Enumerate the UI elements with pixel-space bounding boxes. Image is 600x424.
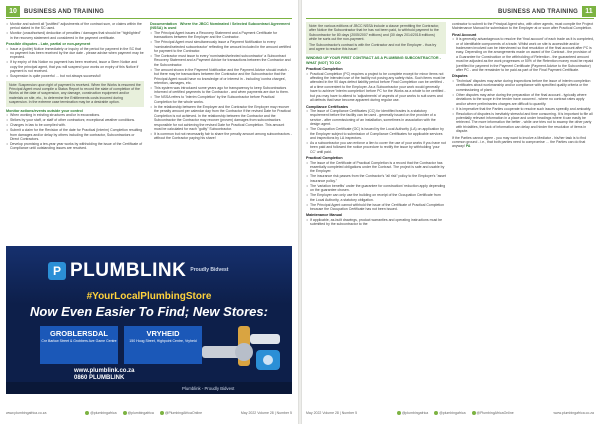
list-item: • Monitor and submit all "justified" adjustments of the contract sum, or claims within the period stated in the SC used. <box>6 22 144 31</box>
list-item: • Changes in law to be complied with. <box>6 123 144 127</box>
list-item: • If applicable, as-built drawings, product warranties and operating instructions must be submitted by the subcontractor to the <box>306 218 446 227</box>
list-item: • Suspension is quite powerful … but not always successful! <box>6 74 144 78</box>
section-title: BUSINESS AND TRAINING <box>498 8 578 15</box>
store-address: Cnr Barlow Street & Grobbers Ave Game Centre <box>41 339 117 343</box>
social-handle[interactable]: @plumbingafrica <box>434 411 465 415</box>
left-page <box>0 0 298 424</box>
note-box <box>306 22 446 54</box>
list-item: • Other disputes may arise during the preparation of the final account - typically where deviations to the scope in the tender have occurred - where no contract rates apply and/or where preliminaries charges are difficult to quantify. <box>452 93 594 106</box>
twitter-icon <box>85 411 89 415</box>
section-heading: Possible disputes - Late, partial or non-payment <box>6 42 91 47</box>
advert-social-bar <box>6 382 292 394</box>
list-item: • The Employer can only use the building on receipt of the Occupation Certificate from the Local Authority, a statutory obligation. <box>306 193 446 202</box>
right-page <box>302 0 600 424</box>
right-footer <box>306 410 594 416</box>
closing-text: If the Parties cannot agree - you may want to involve a Mediator - his/her task is to find common ground - i.e., that both parties need to compromise … the Parties can do that anyway! <box>452 135 587 149</box>
list-item: • This system was introduced some years ago for transparency to keep Subcontractors informed of certified payments to the Contractor - and when payments are due to them. <box>150 86 292 95</box>
footer-issue: May 2022 Volume 28 | Number 5 <box>240 411 292 415</box>
store-vryheid <box>124 326 202 364</box>
instagram-icon <box>434 411 438 415</box>
list-item: • The Occupation Certificate (OC) is issued by the Local Authority (LA) on application by the Employer subject to submission of Compliance Certificates for applicable services and inspections by LA inspectors. <box>306 127 446 140</box>
list-item: • When working in existing structures and/or in excavations. <box>6 113 144 117</box>
footer-site[interactable]: www.plumbingafrica.co.za <box>6 411 47 415</box>
list-item: • The Principal Agent issues a Recovery Statement and a Payment Certificate for transactions between the Employer and the Contractor. <box>150 31 292 40</box>
note-text: Note: the various editions of JBCC NSSA include a clause permitting the Contractor, after Notice the Subcontractor that he has not been paid, to withhold payment to the Subcontractor for 80 days (2005/2007 editions) and (30 days 2014/2018 editions) while he sorts out the non-payment. <box>309 24 440 42</box>
plumblink-logo <box>48 260 228 282</box>
list-item: • The 'variation benefits' under the guarantee for construction/ reduction apply depending on the guarantee chosen. <box>306 184 446 193</box>
list-item: • In the relationship between the Employer and the Contractor the Employer may recover the penalty amount per calendar day from the Contractor if the revised Date for Practical Completion is not achieved. In the relationship between the Contractor and the Subcontractor the Contractor may recover (proven) damages from subcontractors responsible for not achieving the revised Date for Practical Completion. This amount must be calculated for each "guilty" Subcontractor. <box>150 105 292 131</box>
social-handle[interactable]: @plumbingafrica <box>397 411 428 415</box>
list-item: • Strikes by your staff, or staff of other contractors; exceptional weather conditions. <box>6 118 144 122</box>
brand-name: PLUMBLINK <box>70 260 187 281</box>
list-item: • It is generally advantageous to resolve the 'final account' of each trade as it is completed, or of identifiable components of a trade. Whilst work on site is accessible and/or tradesmen involved can be interviewed so that resolution of the final account after PC is easy. Depending on the arrangements made on award of the Contract - the provision of a Guarantee for Construction or the withholding of Retention - the guaranteed amount must be adjusted as the work progresses or 50% of the Retention money must be repaid (certified for payment in the Payment Certificate (Payment Advice to the Subcontractor) after PC - and the remainder to be paid as part of the Final Payment Certificate. <box>452 37 594 72</box>
paragraph: contractor to submit to the Principal Agent who, with other agents, must compile the Project Maintenance Manual for submission to the Employer at or soon after Practical Completion. <box>452 22 594 31</box>
sub-heading: Practical Completion <box>306 156 343 161</box>
footer-site[interactable]: www.plumbingafrica.co.za <box>553 411 594 415</box>
social-handle[interactable]: @plumbingafrica <box>123 411 154 415</box>
footer-social <box>85 411 202 415</box>
note-box: Note: Suspension upon right of payment is received. When the Works is resumed the Principal Agent must compile a Status Report to record the state of completion of the Works at the date of suspension, any damage, construction equipment and/or materials on site, etc., to determine the Entitlements costs incurred during suspension. In the extreme case termination may be a desirable option. <box>6 81 144 107</box>
plumblink-p-icon: P <box>48 262 66 280</box>
list-item: • Issue a (polite) Notice immediately or inquiry of the period for payment in the SC that no payment has been received by the due date - please advise when payment may be expected. <box>6 47 144 60</box>
list-item: • Submit a claim for the Revision of the date for Practical (Interim) Completion resulting from damages and/or delay by others including the contractor, Subcontractors or Direct Contractors. <box>6 128 144 141</box>
right-column-2 <box>452 22 594 150</box>
footer-social <box>397 411 514 415</box>
advert-social: Plumblink - Proudly Bidvest <box>182 385 235 391</box>
instagram-icon <box>123 411 127 415</box>
list-item: • It is imperative that the Parties cooperate to resolve such issues speedily and amicably. <box>452 107 594 111</box>
list-item: • It is common but not necessarily fair to share the penalty amount among subcontractors - without the Contractor paying his share! <box>150 132 292 141</box>
store-name: GROBLERSDAL <box>50 329 108 338</box>
store-groblersdal <box>40 326 118 364</box>
closing-paragraph <box>452 136 594 149</box>
footer-issue: May 2022 Volume 28 | Number 5 <box>306 411 358 415</box>
advert-headline: Now Even Easier To Find; New Stores: <box>30 304 268 319</box>
list-item: • As a subcontractor you can enforce a lien to cover the use of your works if you have not been paid and followed the notice procedure to rectify the issue by withholding 'your CC' until paid. <box>306 141 446 154</box>
sub-heading: Practical Completion <box>306 67 343 72</box>
facebook-icon <box>160 411 164 415</box>
end-mark: PA <box>465 144 471 149</box>
page-number: 10 <box>6 6 20 17</box>
list-item: • The amount shown in the Payment Notification and the Payment Advice should match - but there may be transactions between the Contractor and the Subcontractor that the Principal Agent would have no knowledge of or interest in - including 'contra charges', retention, damages, etc. <box>150 68 292 86</box>
plumblink-advert[interactable] <box>6 246 292 394</box>
left-column-2 <box>150 22 292 141</box>
list-item: • 'Technical' disputes may arise during inspections before the issue of interim completion certificates about workmanship and/or compliance with specified quality criteria or the commissioning of plant. <box>452 79 594 92</box>
store-address: 150 Hoog Street, Highpoint Centre, Vryheid <box>129 339 197 343</box>
list-item: • The issue of the Certificate of Practical Completion is a record that the Contractor has essentially completed obligations under the Contract. The project is safe and usable by the Employer. <box>306 161 446 174</box>
list-item: • The Principal Agent must simultaneously issue a Payment Notification to every 'nominated/selected subcontractor' reflecting the amount included in the amount certified for payment to the Contractor. <box>150 40 292 53</box>
sub-heading: Disputes <box>452 74 468 79</box>
section-title: BUSINESS AND TRAINING <box>24 8 104 15</box>
page-number: 11 <box>582 6 596 17</box>
sub-heading: Final Account <box>452 32 477 37</box>
advert-phone: 0860 PLUMBLINK <box>74 374 125 381</box>
list-item: • If by expiry of this Notice no payment has been received, issue a Stern Notice and copy the principal agent, that you will suspend your works on expiry of this Notice if payment is not received. <box>6 60 144 73</box>
documentation-heading: Documentation <box>150 22 177 26</box>
nssa-heading: Where the JBCC Nominated / Selected Subcontract Agreement (NSSA) is used <box>150 22 290 31</box>
list-item: • Practical Completion (PC) requires a project to be complete except for minor items not affecting the intended use of the facility not posing any safety risks. Such items must be attended in the 90 days defect liability period before Final Completion can be certified - at a time convenient to the Employer. As a Subcontractor your work would generally have to achieve 'interim completion' before PC for the Works as a whole to be certified - but you may have to attend to 'adjustments' of aspects of your works to suit users and all defects that have become apparent during regular use. <box>306 72 446 103</box>
sub-heading: Maintenance Manual <box>306 213 343 218</box>
right-page-header <box>494 6 596 17</box>
list-item: • Resolution of disputes is inevitably stressful and time consuming. It is important to file all potentially relevant information in a place and under headings where it can easily be retrieved. The more information the better - while one tries not to swamp the other party with trivialities, the lack of information can delay and hinder the resolution of items in dispute. <box>452 112 594 134</box>
facebook-icon <box>472 411 476 415</box>
list-item: • The Principal Agent cannot withhold the issue of the Certificate of Practical Completion because the Occupation Certificate has not been issued. <box>306 203 446 212</box>
list-item: • The insurance risk passes from the Contractor's "all risk" policy to the Employer's "asset insurance policy." <box>306 174 446 183</box>
social-handle[interactable]: @PlumbingAfricaOnline <box>472 411 514 415</box>
list-item: • The Contractor must issue to every 'nominated/selected subcontractor' a Subcontract Recovery Statement and a Payment Advice for transactions between the Contractor and the Subcontractor. <box>150 54 292 67</box>
list-item: • The NSSA refers to 'Interim Completion' by the Subcontractor before Practical Completion for the whole works. <box>150 95 292 104</box>
advert-hashtag: #YourLocalPlumbingStore <box>86 291 212 302</box>
left-column-1 <box>6 22 144 151</box>
section-heading <box>150 22 292 31</box>
left-page-header <box>6 6 108 17</box>
note-text: The Subcontractor's contract is with the Contractor and not the Employer - thus try and agree to resolve this issue! <box>309 42 437 52</box>
list-item: • The issue of Compliance Certificates (CC) for identified trades is a statutory requirement before the facility can be used - generally issued on the provider of a service - after commissioning of an installation, sometimes in association with the design agent. <box>306 109 446 127</box>
advert-website[interactable]: www.plumblink.co.za <box>74 368 135 374</box>
list-item: • Develop promising a ten-year year works by withholding the issue of the Certificate of Compliance until outstanding issues are resolved. <box>6 142 144 151</box>
plumbing-fittings-icon <box>198 316 286 376</box>
section-heading: WINDING UP YOUR FIRST CONTRACT AS A PLUMBING SUBCONTRACTOR - WHAT (NOT) TO DO <box>306 56 441 65</box>
sub-heading: Compliance Certificates <box>306 104 349 109</box>
twitter-icon <box>397 411 401 415</box>
list-item: • Monitor (unauthorised) deduction of penalties / damages that should be "highlighted" in the recovery statement and considered in the payment certificate. <box>6 31 144 40</box>
social-handle[interactable]: @PlumbingAfricaOnline <box>160 411 202 415</box>
header-rule <box>6 18 292 19</box>
left-footer <box>6 410 292 416</box>
store-name: VRYHEID <box>146 329 180 338</box>
section-heading: Monitor actions/events outside your control <box>6 108 83 113</box>
social-handle[interactable]: @plumbingafrica <box>85 411 116 415</box>
header-rule <box>306 18 594 19</box>
brand-sub: Proudly Bidvest <box>190 267 229 274</box>
right-column-1 <box>306 22 446 227</box>
